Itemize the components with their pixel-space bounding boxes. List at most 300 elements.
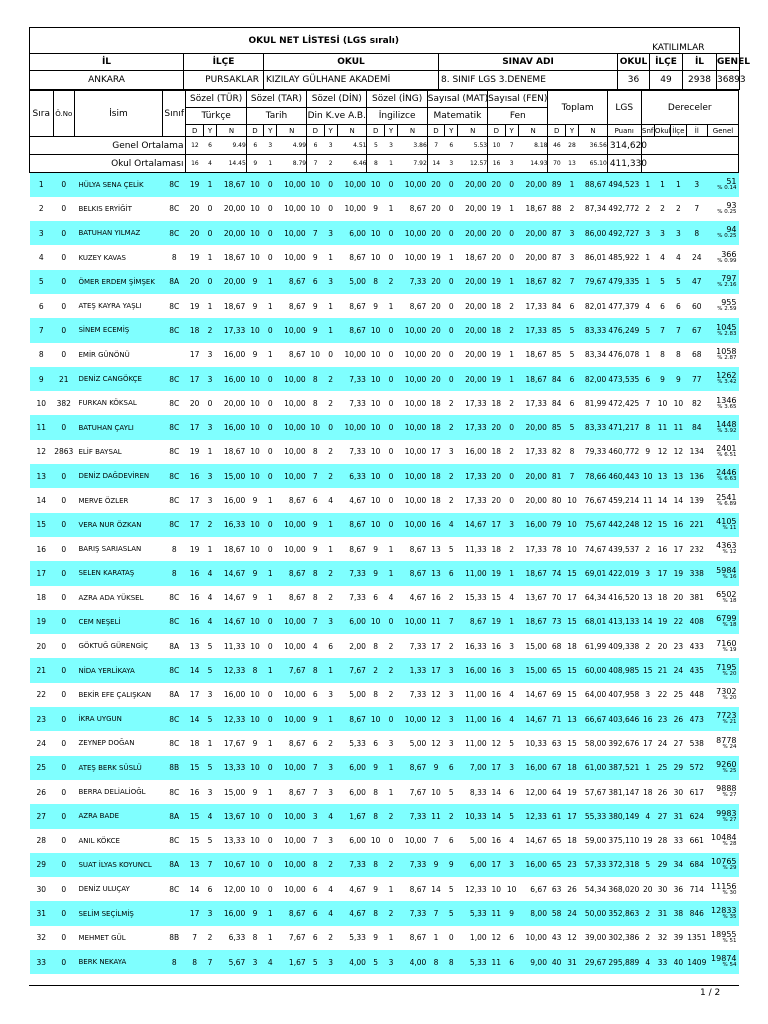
row-rank-snf: 9 xyxy=(645,447,651,457)
row-name: AZRA ADA YÜKSEL xyxy=(78,593,144,602)
row-score: 1 xyxy=(267,738,273,748)
row-rank-genel xyxy=(708,804,739,828)
row-score: 1,67 xyxy=(277,950,307,974)
row-name: CEM NEŞELİ xyxy=(74,610,162,634)
row-score: 16 xyxy=(491,836,502,846)
row-score: 20 xyxy=(491,496,502,505)
row-rank-snf: 1 xyxy=(645,350,651,360)
row-score: 5 xyxy=(203,707,216,731)
row-sira: 22 xyxy=(36,690,47,700)
row-score: 0 xyxy=(509,253,515,263)
row-class: 8A xyxy=(169,641,180,651)
col-dereceler: Dereceler xyxy=(641,91,738,125)
row-score: 17,33 xyxy=(525,544,547,554)
row-lgs: 380,149 xyxy=(607,804,641,828)
row-score: 78 xyxy=(551,544,562,554)
row-score: 79,67 xyxy=(579,270,608,294)
row-class: 8 xyxy=(162,950,186,974)
row-ono: 0 xyxy=(61,641,67,651)
row-score: 16,00 xyxy=(223,350,246,360)
row-score: 10 xyxy=(246,367,263,391)
table-row xyxy=(30,683,739,707)
row-score: 6 xyxy=(445,561,458,585)
row-score: 19 xyxy=(189,253,200,263)
table-row xyxy=(30,318,739,342)
col-puani: Puanı xyxy=(607,125,641,137)
row-score: 16,00 xyxy=(217,367,247,391)
row-score: 10,00 xyxy=(277,367,307,391)
row-lgs: 368,020 xyxy=(608,884,640,894)
row-rank-snf: 5 xyxy=(641,853,654,877)
genel-rank-value: 1448 xyxy=(716,419,737,429)
row-score: 18,67 xyxy=(518,610,548,634)
row-score: 20,00 xyxy=(223,204,246,214)
col-okul: Okul xyxy=(654,126,671,135)
row-score: 15 xyxy=(186,756,203,780)
row-rank-ilce: 34 xyxy=(671,853,686,877)
row-rank-il: 68 xyxy=(692,350,702,360)
row-lgs: 492,727 xyxy=(607,221,641,245)
row-class: 8C xyxy=(162,221,186,245)
row-rank-il: 448 xyxy=(689,690,704,700)
row-score: 5,00 xyxy=(337,270,367,294)
row-class: 8C xyxy=(169,447,180,457)
row-score: 8 xyxy=(367,853,384,877)
row-lgs: 472,425 xyxy=(608,398,640,408)
row-score: 82,00 xyxy=(579,367,608,391)
average-value: 3.86 xyxy=(413,142,427,149)
row-score: 4 xyxy=(207,593,213,603)
row-score: 5 xyxy=(565,415,578,439)
row-rank-ilce: 8 xyxy=(676,350,681,360)
row-rank-okul: 26 xyxy=(657,787,668,797)
row-name: SELEN KARATAŞ xyxy=(74,561,162,585)
row-score: 10 xyxy=(307,173,324,197)
row-score: 10 xyxy=(307,415,324,439)
row-rank-snf: 3 xyxy=(645,690,651,700)
row-score: 20,00 xyxy=(458,173,488,197)
row-score: 9,00 xyxy=(518,950,548,974)
row-score: 2 xyxy=(569,204,575,214)
row-class: 8C xyxy=(162,318,186,342)
row-lgs: 352,863 xyxy=(607,901,641,925)
col-tarih: Tarih xyxy=(246,108,306,125)
row-score: 7,67 xyxy=(277,658,307,682)
row-score: 83,33 xyxy=(579,415,608,439)
row-score: 13 xyxy=(565,707,578,731)
row-lgs: 403,646 xyxy=(607,707,641,731)
row-score: 13,33 xyxy=(217,756,247,780)
genel-rank-value: 4105 xyxy=(716,517,737,527)
row-score: 19 xyxy=(189,544,200,554)
row-score: 6 xyxy=(312,690,318,700)
row-score: 18,67 xyxy=(518,367,548,391)
average-value: 3 xyxy=(389,142,393,149)
row-rank-snf: 3 xyxy=(641,561,654,585)
row-score: 6 xyxy=(445,756,458,780)
row-score: 19 xyxy=(488,610,505,634)
row-lgs: 473,535 xyxy=(607,367,641,391)
row-score: 1 xyxy=(267,301,273,311)
row-rank-il: 8 xyxy=(686,221,707,245)
row-score: 8 xyxy=(312,398,318,408)
row-score: 10 xyxy=(370,836,381,846)
row-name: BEKİR EFE ÇALIŞKAN xyxy=(78,690,152,699)
row-ono: 0 xyxy=(53,658,74,682)
results-table xyxy=(29,90,739,974)
row-score: 10 xyxy=(250,836,260,846)
row-score: 17 xyxy=(565,804,578,828)
row-score: 69 xyxy=(551,690,562,700)
row-score: 17 xyxy=(431,447,441,457)
average-value: 3 xyxy=(509,160,514,167)
row-score: 5 xyxy=(509,738,515,748)
row-score: 16,00 xyxy=(217,415,247,439)
row-score: 7,33 xyxy=(398,804,428,828)
row-score: 10 xyxy=(250,641,260,651)
row-score: 8,67 xyxy=(288,301,306,311)
row-score: 15 xyxy=(565,561,578,585)
col-lgs: LGS xyxy=(607,91,641,125)
row-score: 8,67 xyxy=(288,593,306,603)
row-score: 0 xyxy=(267,884,273,894)
row-score: 10,00 xyxy=(284,641,306,651)
row-rank-il: 7 xyxy=(694,204,700,214)
row-score: 1 xyxy=(388,933,394,943)
row-sira: 3 xyxy=(30,221,54,245)
sinav-value: 8. SINIF LGS 3.DENEME xyxy=(439,71,618,90)
row-score: 10,00 xyxy=(277,318,307,342)
row-score: 4 xyxy=(509,690,515,700)
row-lgs: 381,147 xyxy=(608,787,640,797)
col-ilce: İlçe xyxy=(672,126,685,135)
row-score: 20 xyxy=(491,253,502,263)
row-score: 2 xyxy=(384,658,397,682)
row-score: 9 xyxy=(505,901,518,925)
row-rank-snf: 6 xyxy=(641,367,654,391)
row-score: 7,33 xyxy=(349,447,366,457)
row-rank-okul: 32 xyxy=(657,933,668,943)
row-rank-genel xyxy=(708,537,739,561)
row-score: 7,67 xyxy=(337,658,367,682)
row-score: 3 xyxy=(388,738,394,748)
row-rank-il: 3 xyxy=(686,173,707,197)
table-row xyxy=(30,586,739,610)
row-score: 3 xyxy=(505,513,518,537)
row-rank-il: 60 xyxy=(692,301,702,311)
genel-rank-percent: % 0.25 xyxy=(717,209,737,216)
row-score: 0 xyxy=(324,173,337,197)
row-score: 2 xyxy=(448,398,454,408)
genel-rank-value: 8778 xyxy=(716,735,737,745)
row-score: 10 xyxy=(246,853,263,877)
row-lgs: 372,318 xyxy=(607,853,641,877)
row-lgs: 302,386 xyxy=(608,933,640,943)
row-score: 8,33 xyxy=(469,787,487,797)
row-class: 8 xyxy=(171,544,177,554)
row-score: 8 xyxy=(186,950,203,974)
row-score: 19 xyxy=(189,447,200,457)
row-score: 0 xyxy=(388,398,394,408)
average-value: 7 xyxy=(509,142,514,149)
row-rank-genel xyxy=(708,950,739,974)
row-score: 16 xyxy=(186,561,203,585)
row-score: 7,33 xyxy=(409,690,427,700)
row-rank-snf: 20 xyxy=(642,884,653,894)
col-y: Y xyxy=(505,125,518,137)
row-score: 6,00 xyxy=(349,787,366,797)
row-score: 18 xyxy=(488,318,505,342)
row-lgs: 476,249 xyxy=(607,318,641,342)
row-name: NİDA YERLİKAYA xyxy=(74,658,162,682)
row-score: 10 xyxy=(367,367,384,391)
row-score: 6,00 xyxy=(458,853,488,877)
row-score: 10,00 xyxy=(284,398,306,408)
row-score: 3 xyxy=(207,350,213,360)
row-score: 20,00 xyxy=(465,301,487,311)
row-rank-genel xyxy=(708,634,739,658)
row-score: 14,67 xyxy=(525,690,547,700)
row-score: 85 xyxy=(548,415,565,439)
row-score: 1 xyxy=(267,787,273,797)
row-score: 64 xyxy=(551,787,562,797)
row-score: 10,33 xyxy=(458,804,488,828)
row-score: 8 xyxy=(569,447,575,457)
row-score: 12,33 xyxy=(217,658,247,682)
col-sozel-tur: Sözel (TÜR) xyxy=(186,91,246,108)
row-rank-genel xyxy=(708,610,739,634)
row-rank-ilce: 24 xyxy=(671,658,686,682)
row-class: 8C xyxy=(169,593,180,603)
row-score: 13,67 xyxy=(525,593,547,603)
row-score: 1 xyxy=(433,933,439,943)
row-score: 12 xyxy=(491,933,502,943)
row-score: 15,00 xyxy=(217,464,247,488)
table-row xyxy=(30,488,739,512)
row-lgs: 416,520 xyxy=(608,593,640,603)
table-row xyxy=(30,756,739,780)
col-y: Y xyxy=(203,125,216,137)
row-score: 16,00 xyxy=(458,658,488,682)
row-score: 4 xyxy=(203,804,216,828)
row-score: 4,00 xyxy=(398,950,428,974)
row-rank-il: 435 xyxy=(686,658,707,682)
row-score: 18 xyxy=(427,415,444,439)
row-ono: 0 xyxy=(61,836,67,846)
row-score: 17,33 xyxy=(217,318,247,342)
genel-rank-percent: % 6.89 xyxy=(717,500,737,507)
row-score: 7 xyxy=(445,610,458,634)
genel-rank-value: 11156 xyxy=(711,881,737,891)
row-score: 54,34 xyxy=(584,884,607,894)
row-rank-okul: 20 xyxy=(657,641,668,651)
row-rank-okul: 18 xyxy=(657,593,668,603)
average-value: 8.18 xyxy=(534,142,548,149)
average-value: 4.99 xyxy=(292,142,307,149)
row-score: 7 xyxy=(192,933,198,943)
average-value: 13 xyxy=(568,160,576,167)
row-score: 13 xyxy=(186,853,203,877)
row-score: 16,00 xyxy=(223,496,246,505)
row-rank-il: 67 xyxy=(686,318,707,342)
row-score: 10 xyxy=(246,464,263,488)
row-score: 9 xyxy=(252,301,258,311)
row-score: 20,00 xyxy=(518,221,548,245)
table-row xyxy=(30,658,739,682)
row-score: 1 xyxy=(388,884,394,894)
row-rank-snf: 8 xyxy=(641,415,654,439)
row-score: 10,00 xyxy=(525,933,547,943)
table-row xyxy=(30,173,739,197)
row-score: 8 xyxy=(246,658,263,682)
row-name: AZRA BADE xyxy=(74,804,162,828)
row-score: 3 xyxy=(203,464,216,488)
col-d: D xyxy=(307,125,324,137)
row-score: 3 xyxy=(324,270,337,294)
row-rank-ilce: 22 xyxy=(671,610,686,634)
row-score: 20 xyxy=(427,221,444,245)
row-score: 16 xyxy=(189,787,200,797)
row-score: 2 xyxy=(445,415,458,439)
row-score: 55,33 xyxy=(579,804,608,828)
row-rank-genel xyxy=(708,586,739,610)
row-score: 1 xyxy=(267,593,273,603)
row-sira: 27 xyxy=(30,804,54,828)
table-row xyxy=(30,221,739,245)
row-score: 3 xyxy=(569,253,575,263)
row-score: 10,67 xyxy=(217,853,247,877)
row-sira: 17 xyxy=(30,561,54,585)
row-rank-il: 232 xyxy=(689,544,704,554)
row-lgs: 409,338 xyxy=(608,641,640,651)
row-score: 5,33 xyxy=(458,950,488,974)
row-score: 9 xyxy=(427,756,444,780)
row-score: 5 xyxy=(367,950,384,974)
row-ono: 0 xyxy=(61,738,67,748)
row-ono: 0 xyxy=(61,301,67,311)
genel-rank-percent: % 3.92 xyxy=(717,427,737,434)
row-score: 6 xyxy=(569,301,575,311)
average-value: 12.57 xyxy=(469,160,488,167)
row-score: 10 xyxy=(367,318,384,342)
row-name: BERK NEKAYA xyxy=(74,950,162,974)
row-score: 7,33 xyxy=(398,270,428,294)
row-score: 8 xyxy=(312,447,318,457)
row-score: 6,00 xyxy=(337,221,367,245)
row-score: 9 xyxy=(312,544,318,554)
genel-rank-percent: % 28 xyxy=(722,840,737,847)
row-score: 0 xyxy=(505,415,518,439)
row-name: ZEYNEP DOĞAN xyxy=(78,739,135,748)
row-lgs: 479,335 xyxy=(607,270,641,294)
row-score: 16 xyxy=(488,707,505,731)
row-score: 6,33 xyxy=(228,933,246,943)
row-score: 15 xyxy=(491,593,502,603)
row-score: 18,67 xyxy=(223,544,246,554)
row-score: 75,67 xyxy=(579,513,608,537)
row-score: 18 xyxy=(491,544,502,554)
row-score: 2 xyxy=(388,690,394,700)
row-score: 19 xyxy=(491,350,502,360)
row-score: 20,00 xyxy=(465,204,487,214)
row-score: 0 xyxy=(388,836,394,846)
row-score: 10 xyxy=(310,204,321,214)
row-score: 16,00 xyxy=(518,756,548,780)
row-sira: 1 xyxy=(30,173,54,197)
row-rank-okul: 13 xyxy=(654,464,670,488)
row-rank-okul: 22 xyxy=(657,690,668,700)
row-score: 15,00 xyxy=(223,787,246,797)
row-score: 10 xyxy=(367,513,384,537)
row-score: 20,00 xyxy=(217,221,247,245)
row-score: 10,00 xyxy=(277,221,307,245)
row-rank-il: 77 xyxy=(686,367,707,391)
row-score: 16,00 xyxy=(518,853,548,877)
row-score: 81 xyxy=(548,464,565,488)
genel-rank-percent: % 16 xyxy=(722,573,737,580)
row-score: 1 xyxy=(267,933,273,943)
row-rank-genel xyxy=(708,318,739,342)
table-row xyxy=(30,853,739,877)
row-score: 10,00 xyxy=(344,350,366,360)
col-il: İl xyxy=(686,125,707,137)
row-score: 1 xyxy=(207,253,213,263)
row-score: 7,00 xyxy=(458,756,488,780)
row-rank-il: 572 xyxy=(686,756,707,780)
row-score: 20 xyxy=(488,221,505,245)
table-row xyxy=(30,537,739,561)
row-rank-snf: 1 xyxy=(641,173,654,197)
row-score: 1 xyxy=(505,561,518,585)
row-name: BATUHAN YILMAZ xyxy=(74,221,162,245)
row-name: EMİR GÜNÖNÜ xyxy=(78,350,130,359)
col-toplam: Toplam xyxy=(548,91,607,125)
row-score: 88 xyxy=(551,204,562,214)
row-score: 2 xyxy=(324,464,337,488)
col-sozel-ing: Sözel (İNG) xyxy=(367,91,427,108)
il-count-label: İL xyxy=(683,54,717,71)
row-score: 1 xyxy=(509,204,515,214)
row-score: 18 xyxy=(427,464,444,488)
row-rank-ilce: 31 xyxy=(671,804,686,828)
row-score: 18,67 xyxy=(518,561,548,585)
average-value: 6.46 xyxy=(353,160,367,167)
row-score: 20 xyxy=(186,221,203,245)
row-ono: 0 xyxy=(53,415,74,439)
row-score: 12,33 xyxy=(217,707,247,731)
row-score: 1 xyxy=(264,561,277,585)
row-name: BATUHAN ÇAYLI xyxy=(74,415,162,439)
genel-rank-value: 5984 xyxy=(716,565,737,575)
average-value: 65.10 xyxy=(589,160,607,167)
row-rank-il: 338 xyxy=(686,561,707,585)
row-score: 10,00 xyxy=(277,804,307,828)
row-score: 10 xyxy=(250,398,260,408)
row-score: 16 xyxy=(186,610,203,634)
row-class: 8C xyxy=(162,513,186,537)
row-score: 0 xyxy=(207,398,213,408)
row-class: 8A xyxy=(162,853,186,877)
row-rank-genel xyxy=(708,853,739,877)
average-blank xyxy=(641,155,738,173)
genel-rank-percent: % 20 xyxy=(722,695,737,702)
row-sira: 9 xyxy=(30,367,54,391)
average-value: 5.53 xyxy=(473,142,488,149)
row-name: SUAT İLYAS KOYUNCL xyxy=(74,853,162,877)
col-n: N xyxy=(398,125,428,137)
row-score: 10,00 xyxy=(284,836,306,846)
row-rank-ilce: 19 xyxy=(671,561,686,585)
